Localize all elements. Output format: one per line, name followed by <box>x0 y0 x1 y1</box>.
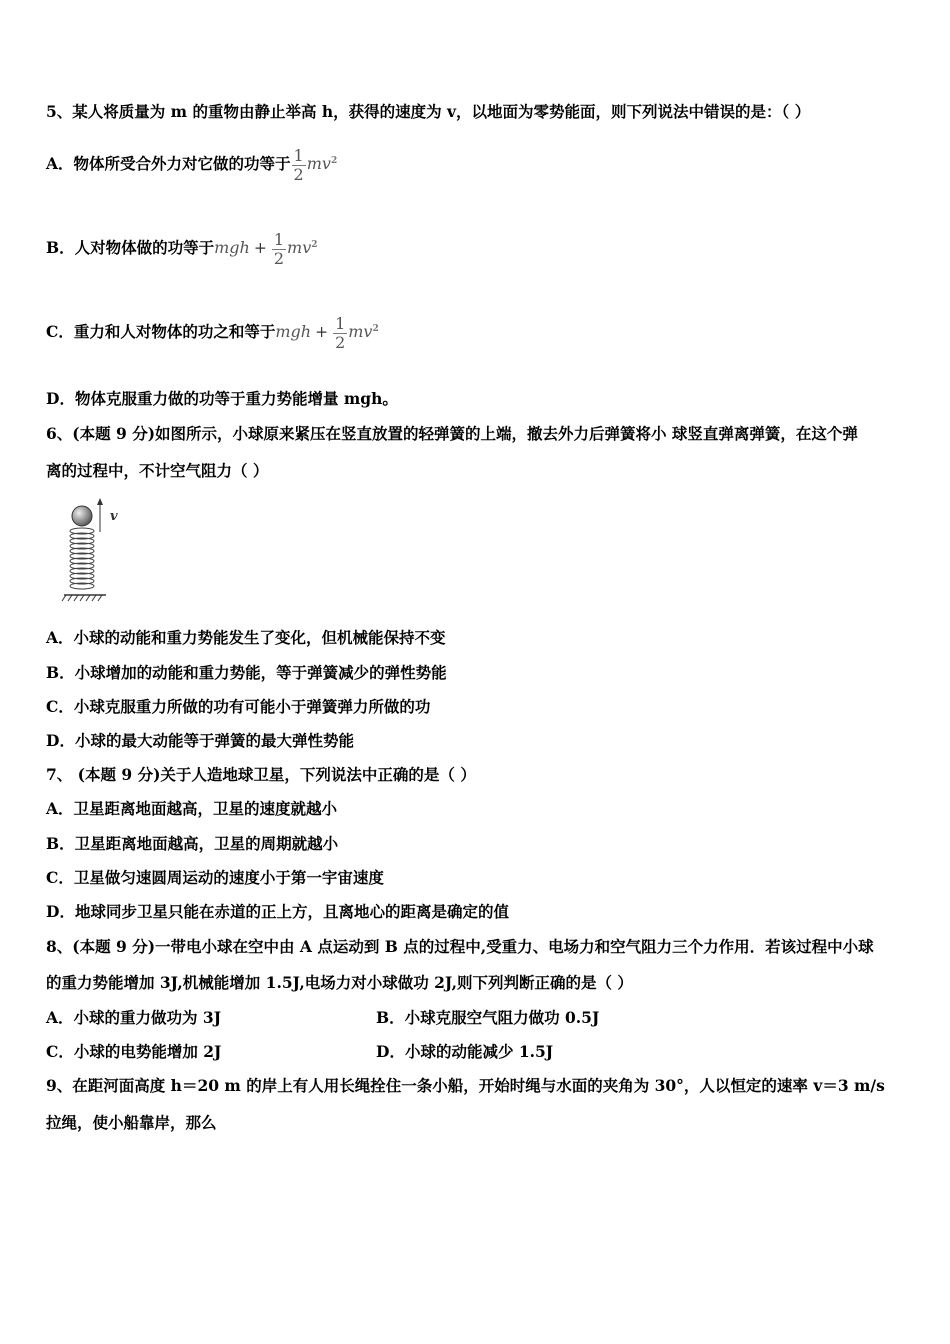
fraction-half <box>292 147 306 184</box>
q7-option-b: B．卫星距离地面越高，卫星的周期就越小 <box>46 834 339 853</box>
mgh-term: mgh <box>275 322 312 342</box>
fraction-half <box>333 315 347 352</box>
q7-option-c: C．卫星做匀速圆周运动的速度小于第一宇宙速度 <box>46 868 384 887</box>
fraction-denominator: 2 <box>273 248 285 268</box>
mv-term: mv <box>348 322 373 342</box>
mv-term: mv <box>306 154 331 174</box>
velocity-arrowhead <box>97 498 103 505</box>
plus-sign: + <box>253 239 267 258</box>
fraction-numerator: 1 <box>335 313 346 333</box>
q5-option-d: D．物体克服重力做的功等于重力势能增量 mgh。 <box>46 389 398 408</box>
mgh-term: mgh <box>214 238 250 258</box>
fraction-denominator: 2 <box>335 332 346 352</box>
fraction-half <box>272 231 286 268</box>
spring-ball-svg <box>58 498 128 608</box>
ground-hatch <box>62 595 102 601</box>
q5-stem: 5、某人将质量为 m 的重物由静止举高 h，获得的速度为 v，以地面为零势能面，则下列说法中错误的是：（ ） <box>46 102 811 121</box>
q8-stem-line2: 的重力势能增加 3J,机械能增加 1.5J,电场力对小球做功 2J,则下列判断正确的是（ ） <box>46 973 633 992</box>
fraction-numerator: 1 <box>293 145 304 165</box>
q5-option-c-text: C．重力和人对物体的功之和等于 <box>46 322 276 342</box>
q5-option-a-text: A．物体所受合外力对它做的功等于 <box>46 154 291 174</box>
q6-stem-line1: 6、(本题 9 分)如图所示，小球原来紧压在竖直放置的轻弹簧的上端，撤去外力后弹簧将小 球竖直弹离弹簧，在这个弹 <box>46 424 858 443</box>
square-exponent: 2 <box>311 240 318 250</box>
q5-option-b-text: B．人对物体做的功等于 <box>46 238 215 258</box>
q7-option-d: D．地球同步卫星只能在赤道的正上方，且离地心的距离是确定的值 <box>46 902 509 921</box>
fraction-denominator: 2 <box>293 164 304 184</box>
q8-option-b: B．小球克服空气阻力做功 0.5J <box>376 1008 600 1027</box>
fraction-numerator: 1 <box>273 229 285 249</box>
q8-option-a: A．小球的重力做功为 3J <box>46 1008 222 1027</box>
spring <box>70 528 94 589</box>
q5-option-b <box>46 224 318 269</box>
plus-sign: + <box>315 323 329 342</box>
q9-stem-line1: 9、在距河面高度 h＝20 m 的岸上有人用长绳拴住一条小船，开始时绳与水面的夹角为 30°，人以恒定的速率 v＝3 m/s <box>46 1076 885 1095</box>
spring-ball-figure <box>58 498 128 608</box>
q5-option-a <box>46 140 337 185</box>
q6-option-c: C．小球克服重力所做的功有可能小于弹簧弹力所做的功 <box>46 697 431 716</box>
square-exponent: 2 <box>330 156 338 166</box>
q7-stem: 7、 (本题 9 分)关于人造地球卫星，下列说法中正确的是（ ） <box>46 765 476 784</box>
square-exponent: 2 <box>372 324 379 334</box>
ball <box>72 506 92 526</box>
q8-option-d: D．小球的动能减少 1.5J <box>376 1042 554 1061</box>
q6-option-b: B．小球增加的动能和重力势能，等于弹簧减少的弹性势能 <box>46 663 447 682</box>
q6-stem-line2: 离的过程中，不计空气阻力（ ） <box>46 461 269 480</box>
q8-option-c: C．小球的电势能增加 2J <box>46 1042 222 1061</box>
q5-option-c <box>46 308 379 353</box>
q9-stem-line2: 拉绳，使小船靠岸，那么 <box>46 1113 217 1132</box>
q6-option-d: D．小球的最大动能等于弹簧的最大弹性势能 <box>46 731 354 750</box>
q7-option-a: A．卫星距离地面越高，卫星的速度就越小 <box>46 799 338 818</box>
mv-term: mv <box>287 238 312 258</box>
q8-stem-line1: 8、(本题 9 分)一带电小球在空中由 A 点运动到 B 点的过程中,受重力、电场力和空气阻力三个力作用．若该过程中小球 <box>46 937 874 956</box>
q6-option-a: A．小球的动能和重力势能发生了变化，但机械能保持不变 <box>46 628 446 647</box>
velocity-label: v <box>110 509 118 524</box>
